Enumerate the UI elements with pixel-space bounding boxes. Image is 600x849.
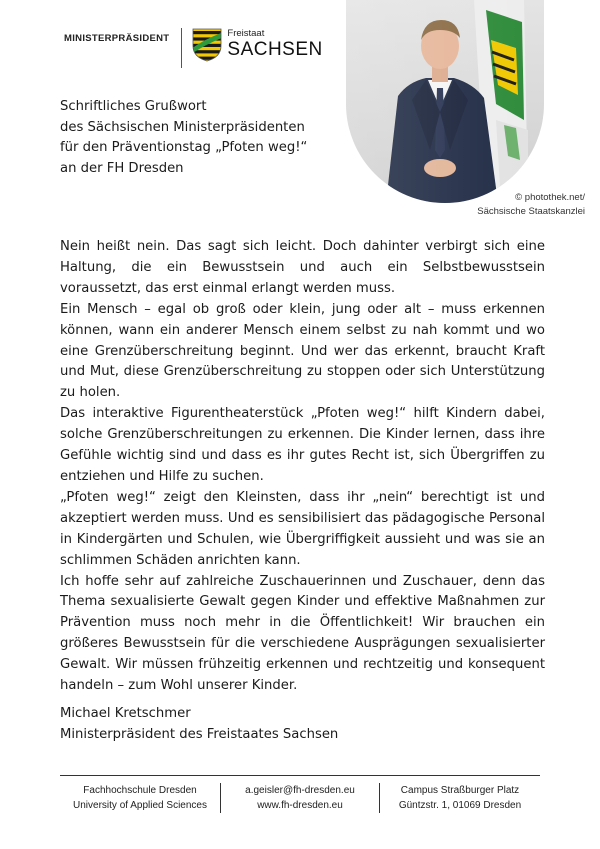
heading-line: an der FH Dresden <box>60 161 184 177</box>
footer-divider <box>60 775 540 776</box>
body-paragraph: Ein Mensch – egal ob groß oder klein, jung oder alt – muss erkennen können, wann ein anderer Mensch einem selbst zu nah kommt und wo eine Grenzüberschreitung beginnt. Und wer das erkennt, braucht Kraft und Mut, diese Grenzüberschreitung zu stoppen oder sich Unterstützung zu holen. <box>60 301 545 401</box>
portrait-illustration <box>346 0 544 203</box>
signature-block <box>60 704 338 745</box>
footer-institution-subtitle: University of Applied Sciences <box>73 800 207 811</box>
letter-heading <box>60 97 307 180</box>
heading-line: des Sächsischen Ministerpräsidenten <box>60 119 305 135</box>
portrait-photo <box>346 0 544 203</box>
signature-title: Ministerpräsident des Freistaates Sachsen <box>60 726 339 742</box>
office-label: MINISTERPRÄSIDENT <box>64 33 170 44</box>
footer-website-link[interactable]: www.fh-dresden.eu <box>257 800 343 811</box>
saxony-coat-of-arms-icon <box>192 28 222 62</box>
body-paragraph: Das interaktive Figurentheaterstück „Pfoten weg!“ hilft Kindern dabei, solche Grenzüberschreitungen zu erkennen. Die Kinder lernen, dass ihre Gefühle wichtig sind und dass es ihr gutes Recht ist, sich Übergriffen zu entziehen und Hilfe zu suchen. <box>60 406 545 484</box>
signature-name: Michael Kretschmer <box>60 706 191 721</box>
header-logo <box>64 28 323 72</box>
footer-contact <box>220 783 380 813</box>
footer-address <box>380 783 540 813</box>
state-wordmark <box>227 29 322 59</box>
footer-street: Güntzstr. 1, 01069 Dresden <box>398 800 522 811</box>
body-paragraph: Ich hoffe sehr auf zahlreiche Zuschauerinnen und Zuschauer, denn das Thema sexualisierte Gewalt gegen Kinder und effektive Maßnahmen zur Prävention muss noch mehr in die Öffentlichkeit! Wir brauchen ein größeres Bewusstsein für die verschiedene Ausprägungen sexualisierter Gewalt. Wir müssen frühzeitig erkennen und rechtzeitig und konsequent handeln – zum Wohl unserer Kinder. <box>60 573 545 694</box>
photo-credit-line1: © photothek.net/ <box>515 192 585 203</box>
state-name: SACHSEN <box>227 38 323 60</box>
photo-credit <box>477 191 585 219</box>
footer-institution-name: Fachhochschule Dresden <box>83 785 197 796</box>
footer-institution <box>60 783 220 813</box>
body-paragraph: Nein heißt nein. Das sagt sich leicht. Doch dahinter verbirgt sich eine Haltung, die ein Bewusstsein und auch ein Selbstbewusstsein voraussetzt, das erst einmal erlangt werden muss. <box>60 239 545 296</box>
body-paragraph: „Pfoten weg!“ zeigt den Kleinsten, dass ihr „nein“ berechtigt ist und akzeptiert werden muss. Und es sensibilisiert das pädagogische Personal in Kindergärten und Schulen, wie Übergriffigkeit aussieht und was sie an schlimmen Schäden anrichten kann. <box>60 489 545 568</box>
footer-email-link[interactable]: a.geisler@fh-dresden.eu <box>245 785 355 796</box>
state-prefix: Freistaat <box>227 28 265 39</box>
letter-body <box>60 237 545 697</box>
footer <box>60 783 540 813</box>
heading-line: für den Präventionstag „Pfoten weg!“ <box>60 140 308 156</box>
footer-campus: Campus Straßburger Platz <box>400 785 520 796</box>
heading-line: Schriftliches Grußwort <box>60 99 207 114</box>
logo-divider <box>181 28 182 68</box>
photo-credit-line2: Sächsische Staatskanzlei <box>477 206 585 217</box>
